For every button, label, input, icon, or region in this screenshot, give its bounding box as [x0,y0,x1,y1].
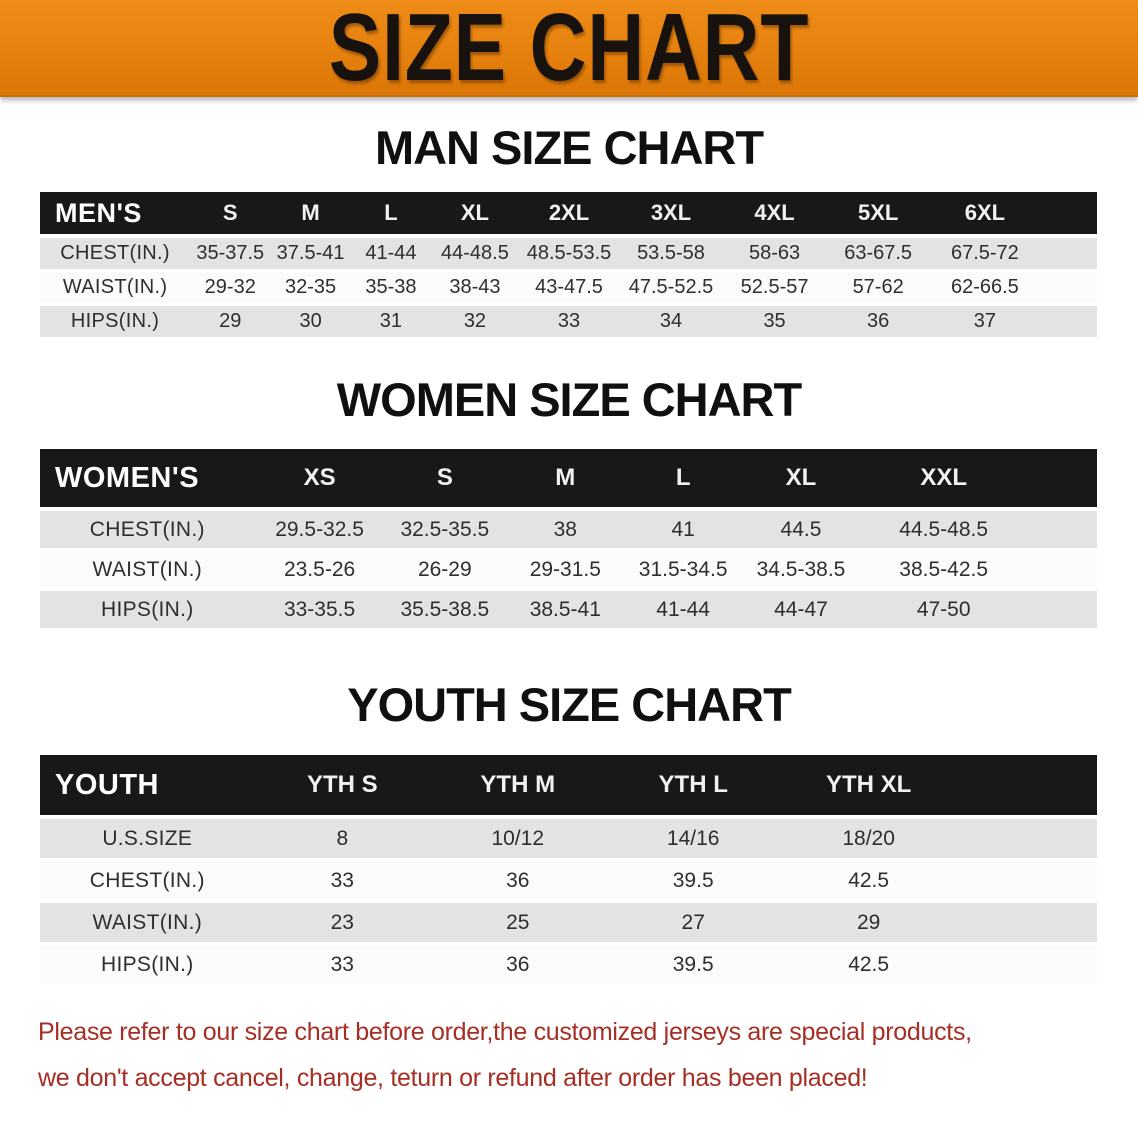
size-value: 39.5 [605,945,780,987]
size-col-header: 5XL [826,192,930,238]
row-label: HIPS(IN.) [40,945,255,987]
size-value: 27 [605,903,780,945]
size-value: 34 [619,306,723,340]
size-value: 33 [255,945,430,987]
table-row [40,272,1097,306]
row-label: CHEST(IN.) [40,861,255,903]
size-value: 35 [723,306,827,340]
size-value: 29.5-32.5 [255,511,385,551]
size-value: 44.5-48.5 [861,511,1026,551]
size-col-header: 4XL [723,192,827,238]
size-value: 10/12 [430,819,605,861]
size-value: 44.5 [741,511,861,551]
size-value: 36 [430,945,605,987]
table-row [40,945,1097,987]
size-value: 47-50 [861,591,1026,631]
size-col-header: XL [741,449,861,511]
footer-note-line1: Please refer to our size chart before order,the customized jerseys are special products, [38,1018,972,1046]
row-filler [956,819,1097,861]
row-filler [956,945,1097,987]
size-value: 32-35 [270,272,350,306]
size-value: 37 [930,306,1040,340]
row-filler [1026,551,1097,591]
size-value: 18/20 [781,819,956,861]
row-label: CHEST(IN.) [40,511,255,551]
size-value: 31.5-34.5 [626,551,741,591]
youth-size-table [40,755,1097,987]
banner-title: SIZE CHART [328,0,810,101]
footer-note-line2: we don't accept cancel, change, teturn or refund after order has been placed! [38,1064,868,1093]
size-col-header: YTH XL [781,755,956,819]
size-value: 38.5-41 [505,591,625,631]
size-value: 63-67.5 [826,238,930,272]
size-col-header: S [190,192,270,238]
size-value: 41 [626,511,741,551]
row-filler [1040,238,1097,272]
size-value: 48.5-53.5 [519,238,619,272]
header-filler [1040,192,1097,238]
size-value: 30 [270,306,350,340]
size-value: 42.5 [781,861,956,903]
row-filler [1040,306,1097,340]
size-col-header: XS [255,449,385,511]
header-filler [956,755,1097,819]
row-label: U.S.SIZE [40,819,255,861]
size-value: 29 [190,306,270,340]
size-value: 41-44 [351,238,431,272]
table-row [40,861,1097,903]
size-value: 36 [826,306,930,340]
row-filler [1040,272,1097,306]
table-row [40,819,1097,861]
size-value: 38-43 [431,272,519,306]
table-row [40,306,1097,340]
row-label: CHEST(IN.) [40,238,190,272]
size-value: 43-47.5 [519,272,619,306]
size-value: 26-29 [385,551,505,591]
men-table-header-row [40,192,1097,238]
size-col-header: YTH M [430,755,605,819]
table-row [40,903,1097,945]
size-value: 29-31.5 [505,551,625,591]
row-filler [1026,511,1097,551]
size-value: 67.5-72 [930,238,1040,272]
men-size-table [40,192,1097,340]
size-value: 58-63 [723,238,827,272]
man-size-chart-heading: MAN SIZE CHART [374,121,764,174]
row-label: WAIST(IN.) [40,551,255,591]
size-value: 25 [430,903,605,945]
youth-table-header-row [40,755,1097,819]
size-value: 38 [505,511,625,551]
size-value: 35-38 [351,272,431,306]
size-col-header: M [505,449,625,511]
size-value: 33-35.5 [255,591,385,631]
size-value: 39.5 [605,861,780,903]
size-col-header: 6XL [930,192,1040,238]
size-value: 29 [781,903,956,945]
row-label: HIPS(IN.) [40,306,190,340]
size-value: 35.5-38.5 [385,591,505,631]
size-value: 62-66.5 [930,272,1040,306]
size-value: 38.5-42.5 [861,551,1026,591]
header-filler [1026,449,1097,511]
size-value: 35-37.5 [190,238,270,272]
size-col-header: YTH L [605,755,780,819]
youth-size-chart-heading: YOUTH SIZE CHART [347,678,791,731]
size-col-header: XXL [861,449,1026,511]
size-col-header: XL [431,192,519,238]
table-row [40,551,1097,591]
row-label: HIPS(IN.) [40,591,255,631]
table-row [40,591,1097,631]
row-filler [956,903,1097,945]
size-col-header: 3XL [619,192,723,238]
men-table-label: MEN'S [40,192,190,238]
size-value: 37.5-41 [270,238,350,272]
size-col-header: L [626,449,741,511]
women-table-label: WOMEN'S [40,449,255,511]
size-value: 29-32 [190,272,270,306]
size-value: 44-47 [741,591,861,631]
size-value: 53.5-58 [619,238,723,272]
size-col-header: M [270,192,350,238]
women-size-table [40,449,1097,631]
size-value: 14/16 [605,819,780,861]
women-size-chart-heading: WOMEN SIZE CHART [336,373,802,426]
size-value: 8 [255,819,430,861]
size-chart-banner [0,0,1138,101]
row-label: WAIST(IN.) [40,272,190,306]
row-filler [956,861,1097,903]
footer-note [0,1009,1138,1102]
size-col-header: 2XL [519,192,619,238]
size-value: 32.5-35.5 [385,511,505,551]
size-value: 41-44 [626,591,741,631]
size-value: 52.5-57 [723,272,827,306]
size-value: 42.5 [781,945,956,987]
size-value: 57-62 [826,272,930,306]
row-label: WAIST(IN.) [40,903,255,945]
size-col-header: S [385,449,505,511]
size-value: 47.5-52.5 [619,272,723,306]
size-value: 44-48.5 [431,238,519,272]
youth-table-label: YOUTH [40,755,255,819]
size-value: 33 [519,306,619,340]
size-col-header: L [351,192,431,238]
size-col-header: YTH S [255,755,430,819]
size-value: 23.5-26 [255,551,385,591]
row-filler [1026,591,1097,631]
size-value: 31 [351,306,431,340]
size-value: 36 [430,861,605,903]
table-row [40,511,1097,551]
size-value: 34.5-38.5 [741,551,861,591]
size-value: 23 [255,903,430,945]
size-value: 32 [431,306,519,340]
size-value: 33 [255,861,430,903]
women-table-header-row [40,449,1097,511]
table-row [40,238,1097,272]
